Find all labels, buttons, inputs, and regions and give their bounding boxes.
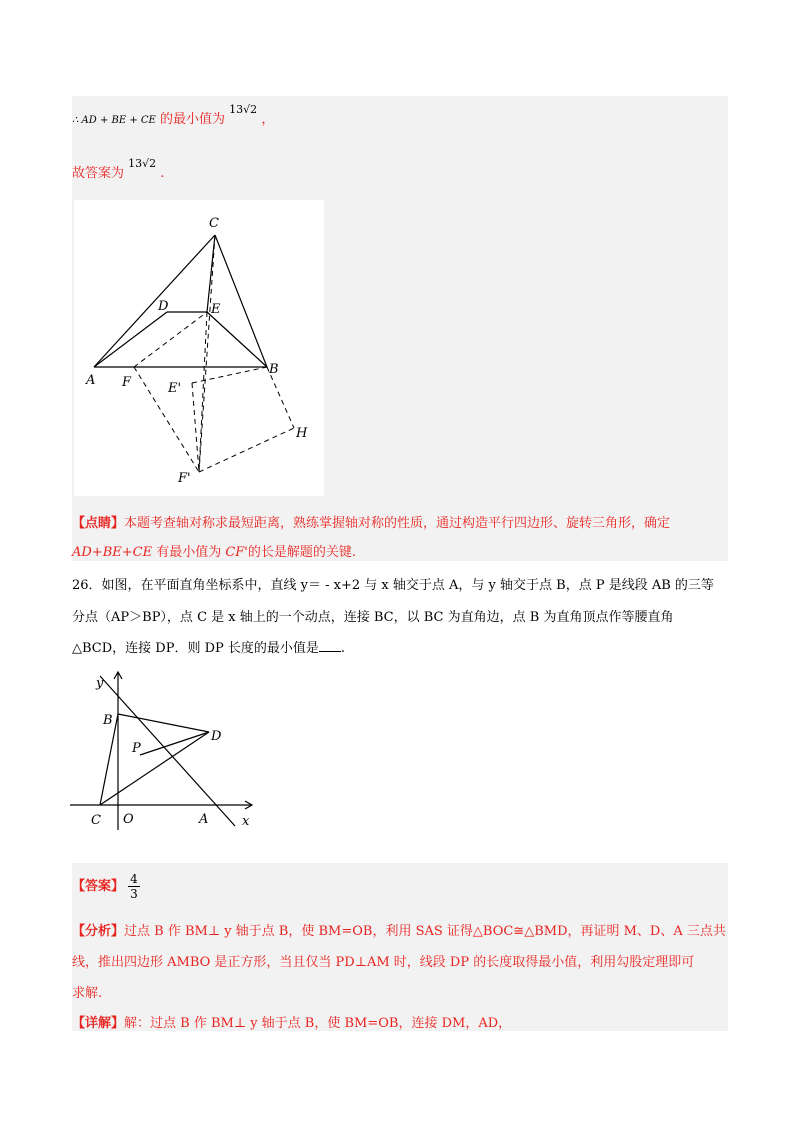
min-value-text: 的最小值为 bbox=[160, 112, 226, 127]
punct: . bbox=[340, 641, 346, 656]
punct: ， bbox=[261, 112, 275, 127]
problem-line-3 bbox=[72, 637, 345, 656]
key-point-tag: 【点睛】 bbox=[72, 516, 125, 531]
problem-question: △BCD，连接 DP．则 DP 长度的最小值是 bbox=[72, 641, 319, 656]
detail-line-1 bbox=[72, 1012, 511, 1031]
solution-line-min-value bbox=[72, 103, 275, 127]
label-e-prime: E' bbox=[168, 381, 182, 396]
punct: . bbox=[160, 166, 165, 181]
label-x: x bbox=[242, 814, 250, 829]
key-point-text: 本题考查轴对称求最短距离，熟练掌握轴对称的性质，通过构造平行四边形、旋转三角形，确定 bbox=[124, 516, 671, 531]
key-point-expression: AD+BE+CE bbox=[72, 545, 153, 560]
analysis-tag: 【分析】 bbox=[72, 924, 125, 939]
label-p: P bbox=[132, 741, 141, 756]
detail-tag: 【详解】 bbox=[72, 1016, 125, 1031]
label-y: y bbox=[96, 676, 104, 691]
label-c2: C bbox=[91, 813, 101, 828]
answer-value: 13√2 bbox=[128, 157, 157, 170]
min-value: 13√2 bbox=[229, 103, 258, 116]
answer-line bbox=[72, 872, 140, 901]
solution-block-bottom bbox=[72, 863, 728, 1031]
label-d: D bbox=[158, 299, 169, 314]
figure-coordinate-plane bbox=[70, 668, 260, 832]
expression-ad-be-ce: ∴ AD + BE + CE bbox=[72, 115, 156, 126]
key-point-end: 的长是解题的关键. bbox=[247, 545, 357, 560]
key-point-line-2 bbox=[72, 541, 356, 560]
answer-tag: 【答案】 bbox=[72, 879, 125, 894]
label-a2: A bbox=[199, 812, 209, 827]
label-e: E bbox=[211, 302, 221, 317]
label-c: C bbox=[209, 216, 219, 231]
analysis-line-2: 线，推出四边形 AMBO 是正方形，当且仅当 PD⊥AM 时，线段 DP 的长度取得最小值，利用勾股定理即可 bbox=[72, 955, 695, 970]
key-point-line-1 bbox=[72, 512, 670, 531]
label-f: F bbox=[122, 375, 132, 390]
detail-text-1: 解：过点 B 作 BM⊥ y 轴于点 B，使 BM=OB，连接 DM，AD， bbox=[124, 1016, 512, 1031]
label-f-prime: F' bbox=[178, 471, 191, 486]
key-point-mid: 有最小值为 bbox=[152, 545, 226, 560]
label-b2: B bbox=[103, 713, 113, 728]
problem-line-2: 分点（AP＞BP），点 C 是 x 轴上的一个动点，连接 BC，以 BC 为直角边，点 B 为直角顶点作等腰直角 bbox=[72, 610, 674, 625]
answer-blank bbox=[319, 639, 341, 652]
analysis-line-1 bbox=[72, 920, 726, 939]
label-o: O bbox=[123, 812, 134, 827]
analysis-text-1: 过点 B 作 BM⊥ y 轴于点 B，使 BM=OB，利用 SAS 证得△BOC≅△BMD，再证明 M、D、A 三点共 bbox=[124, 924, 726, 939]
fraction-denominator: 3 bbox=[130, 887, 138, 901]
problem-line-1: 26．如图，在平面直角坐标系中，直线 y＝ - x+2 与 x 轴交于点 A，与 y 轴交于点 B，点 P 是线段 AB 的三等 bbox=[72, 578, 714, 593]
answer-fraction bbox=[128, 872, 140, 901]
key-point-cf: CF' bbox=[225, 545, 248, 560]
answer-text: 故答案为 bbox=[72, 166, 125, 181]
label-b: B bbox=[269, 362, 279, 377]
label-h: H bbox=[296, 426, 308, 441]
analysis-line-3: 求解. bbox=[72, 986, 103, 1001]
fraction-numerator: 4 bbox=[130, 872, 138, 886]
label-a: A bbox=[86, 373, 96, 388]
solution-line-answer bbox=[72, 157, 165, 181]
label-d2: D bbox=[211, 729, 222, 744]
figure-geometry-1 bbox=[74, 200, 324, 496]
